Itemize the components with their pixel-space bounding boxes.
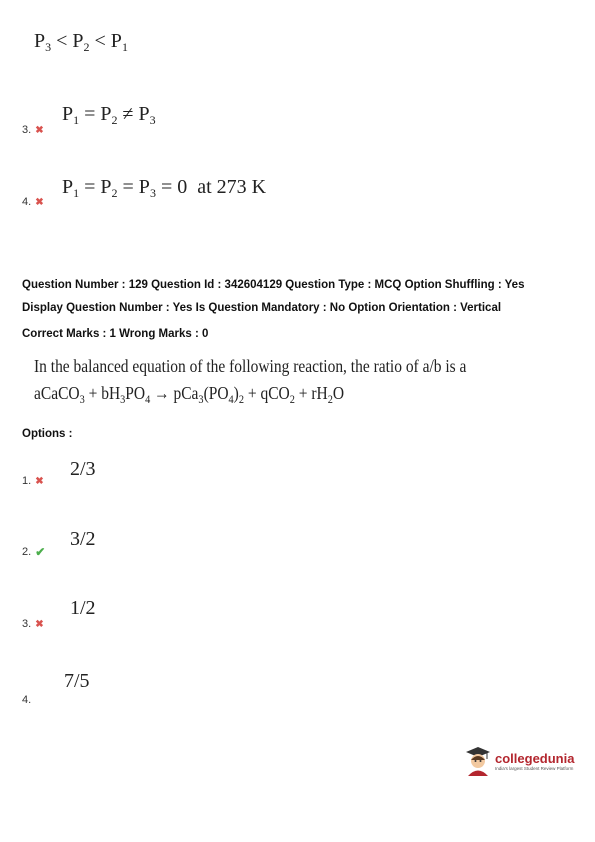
- option-number: 4.: [22, 694, 32, 706]
- option-3-math: $P_1 = P_2 \ne P_3$: [62, 103, 156, 127]
- wrong-mark-icon: ✖: [35, 618, 44, 630]
- option-2: [22, 545, 45, 559]
- wrong-mark-icon: ✖: [35, 196, 44, 208]
- option-2-value: 3/2: [70, 528, 96, 550]
- option-top-math: $P_3 < P_2 < P_1$: [34, 30, 128, 54]
- option-number: 3.: [22, 124, 32, 136]
- question-meta-line1: Question Number : 129 Question Id : 342604129 Question Type : MCQ Option Shuffling : Yes: [22, 279, 525, 291]
- option-number: 2.: [22, 546, 32, 558]
- question-stem: In the balanced equation of the following reaction, the ratio of a/b is a: [34, 356, 467, 376]
- option-number: 1.: [22, 475, 32, 487]
- options-label: Options :: [22, 428, 73, 440]
- correct-check-icon: ✔: [35, 545, 46, 559]
- question-marks: Correct Marks : 1 Wrong Marks : 0: [22, 328, 209, 340]
- prev-option-3: [22, 124, 44, 136]
- option-3-value: 1/2: [70, 597, 96, 619]
- graduate-avatar-icon: [465, 746, 491, 776]
- option-4: [22, 694, 31, 706]
- question-meta-line2: Display Question Number : Yes Is Question Mandatory : No Option Orientation : Vertical: [22, 302, 502, 314]
- prev-option-4: [22, 196, 44, 208]
- question-equation: aCaCO$_3$ + $bH_3PO_4 \to pCa_3(PO_4)_2 + qCO_2 + rH_2O$: [34, 383, 345, 406]
- collegedunia-logo: [465, 746, 574, 776]
- option-1: [22, 475, 44, 487]
- option-number: 3.: [22, 618, 32, 630]
- wrong-mark-icon: ✖: [35, 475, 44, 487]
- option-4-math: $P_1 = P_2 = P_3 = 0$ at 273 K: [62, 176, 267, 200]
- option-3: [22, 618, 44, 630]
- option-number: 4.: [22, 196, 32, 208]
- option-4-value: 7/5: [64, 670, 90, 692]
- logo-tagline: India's largest Student Review Platform: [495, 765, 574, 771]
- logo-name: collegedunia: [495, 750, 575, 766]
- option-1-value: 2/3: [70, 458, 96, 480]
- wrong-mark-icon: ✖: [35, 124, 44, 136]
